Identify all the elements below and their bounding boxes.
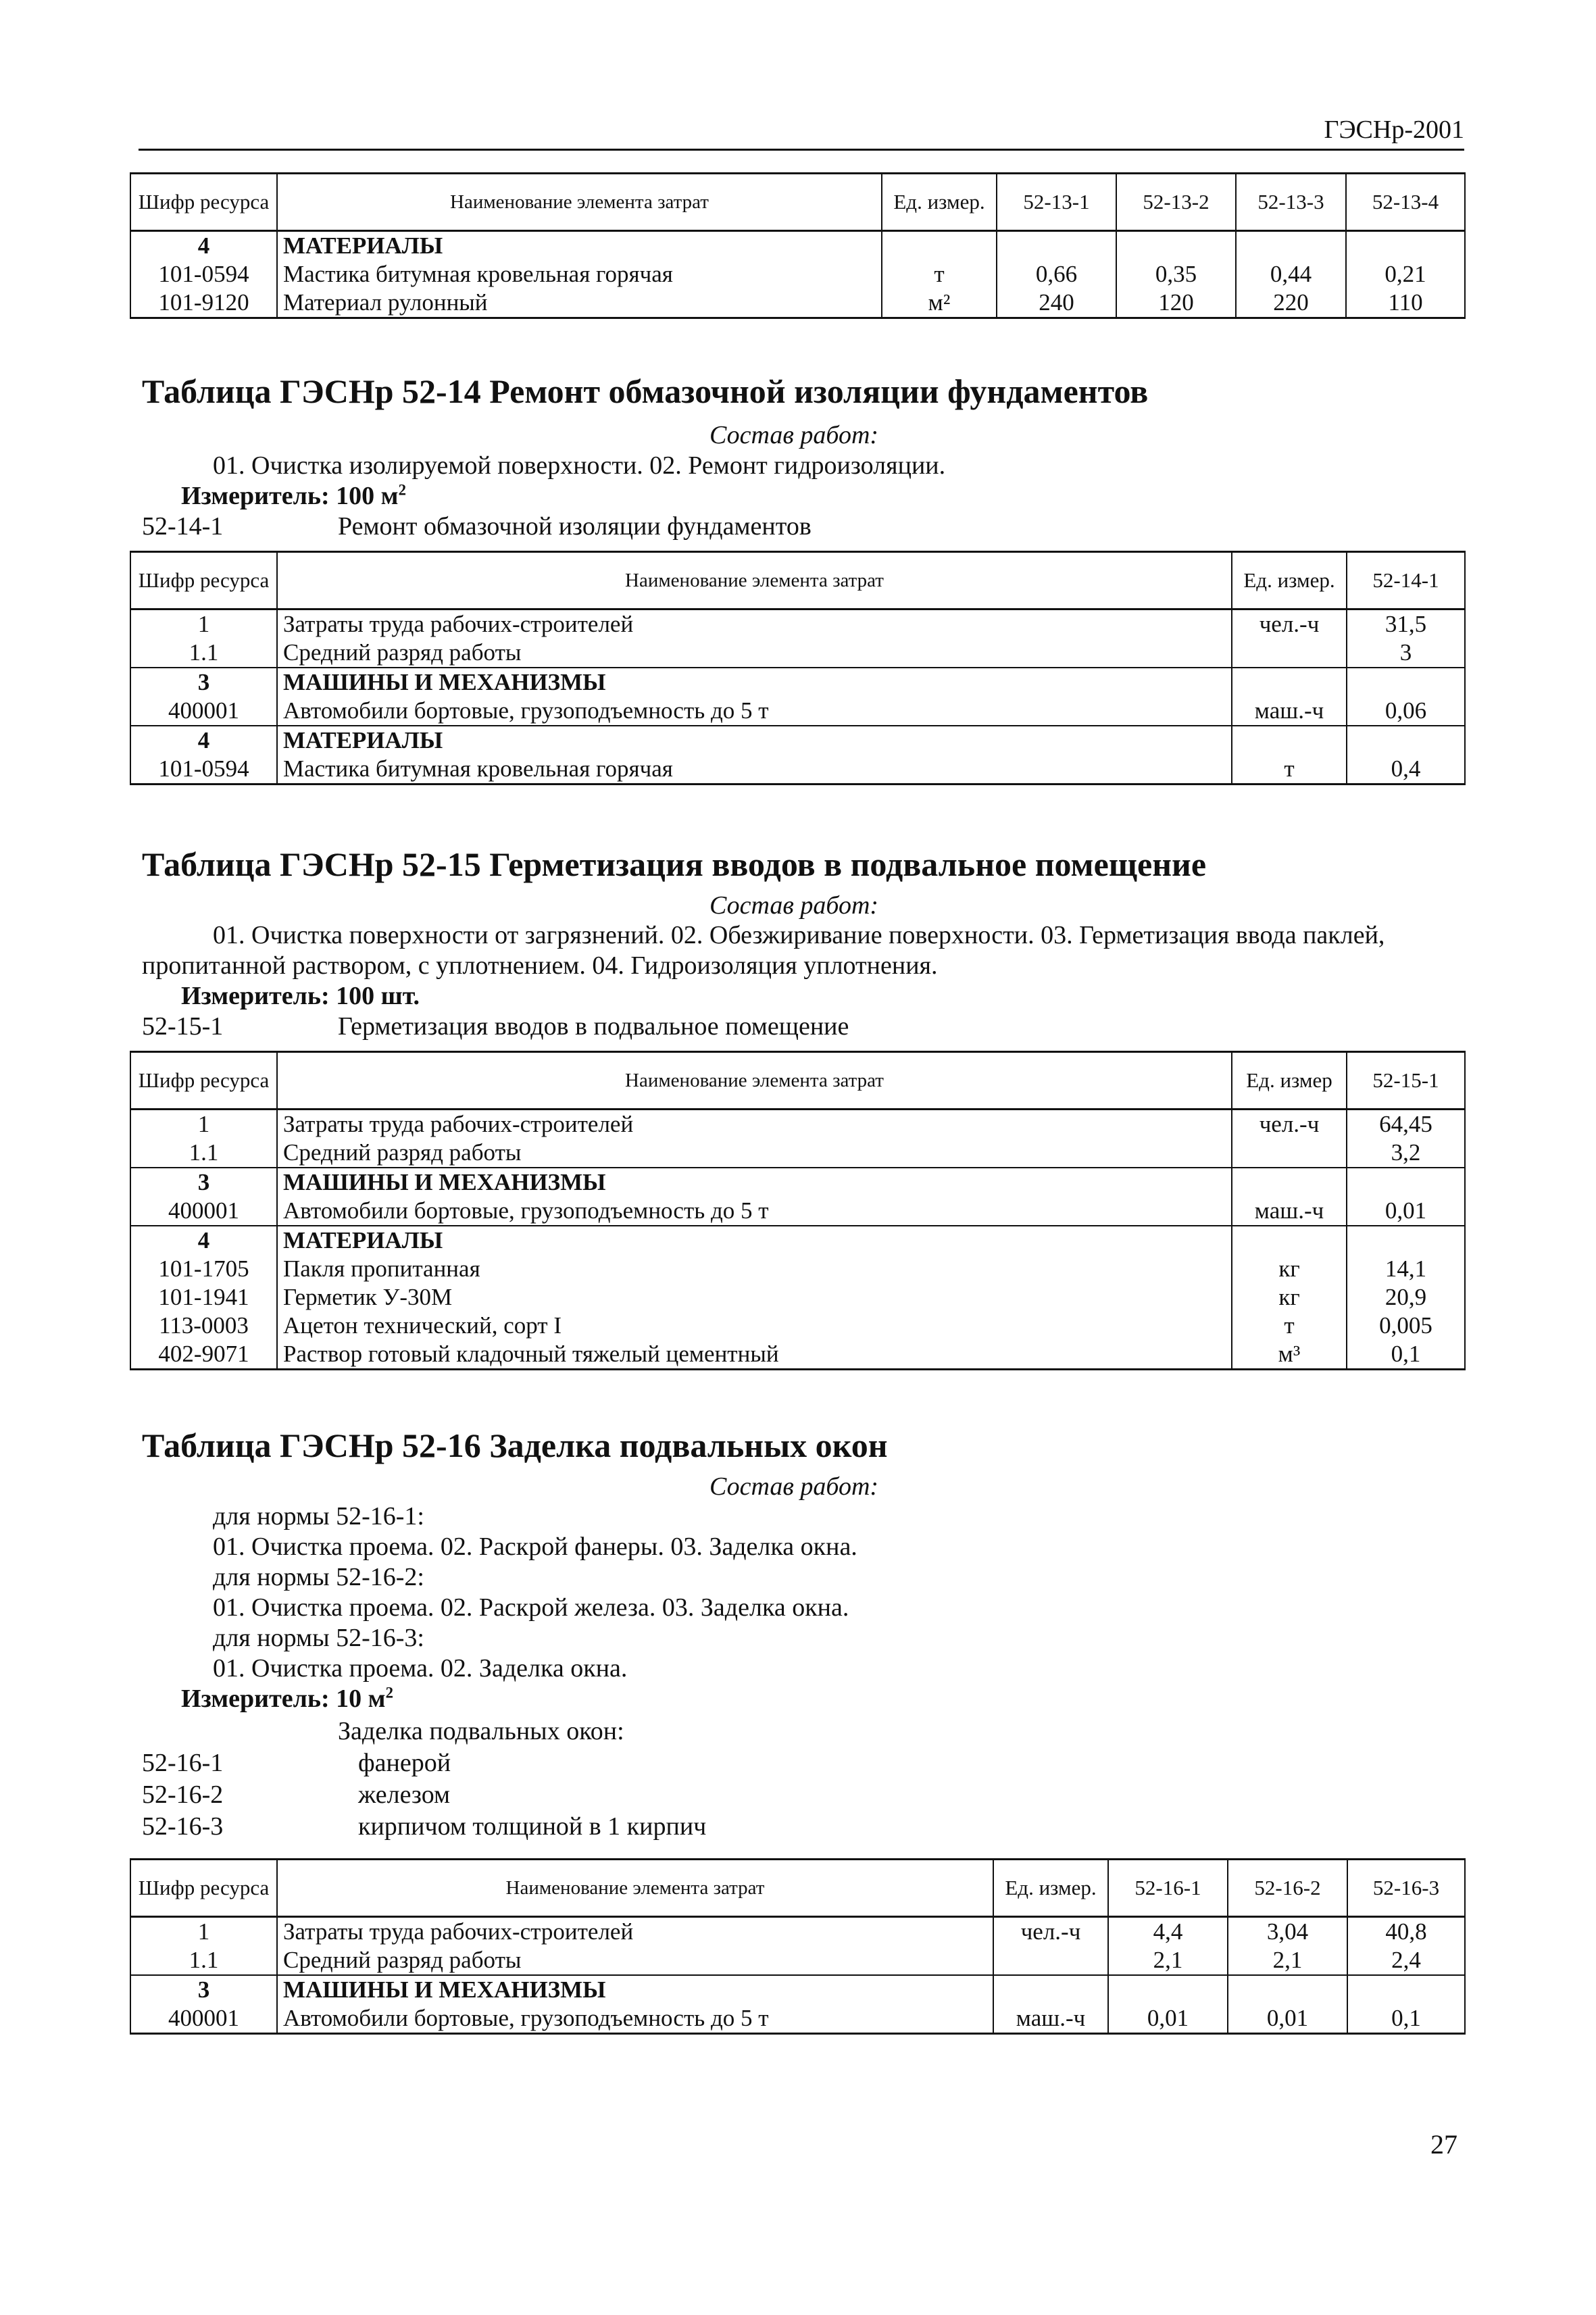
value-cell: 0,1 bbox=[1347, 1340, 1465, 1370]
resource-code: 3 bbox=[130, 668, 277, 697]
value-cell: 0,01 bbox=[1108, 2004, 1228, 2034]
col-name-header: Наименование элемента затрат bbox=[277, 1052, 1232, 1110]
value-cell: 0,1 bbox=[1347, 2004, 1465, 2034]
table-row bbox=[130, 260, 1465, 289]
table-header-row bbox=[130, 174, 1465, 231]
section-title: Таблица ГЭСНр 52-14 Ремонт обмазочной изоляции фундаментов bbox=[142, 372, 1149, 410]
norm-name: Ремонт обмазочной изоляции фундаментов bbox=[338, 512, 812, 541]
table-row bbox=[130, 289, 1465, 318]
resource-name: Затраты труда рабочих-строителей bbox=[277, 1110, 1232, 1139]
table-row bbox=[130, 1110, 1465, 1139]
table-52-15 bbox=[130, 1051, 1466, 1370]
table-row bbox=[130, 1139, 1465, 1168]
table-header-row bbox=[130, 1860, 1465, 1917]
resource-code: 4 bbox=[130, 231, 277, 261]
unit-cell: чел.-ч bbox=[1232, 1110, 1347, 1139]
resource-code: 101-1705 bbox=[130, 1255, 277, 1283]
value-cell bbox=[1347, 1168, 1465, 1197]
value-cell: 4,4 bbox=[1108, 1917, 1228, 1947]
norm-code: 52-16-2 bbox=[142, 1781, 224, 1809]
unit-cell bbox=[882, 231, 997, 261]
resource-name: Герметик У-30М bbox=[277, 1283, 1232, 1312]
resource-code: 3 bbox=[130, 1975, 277, 2004]
col-unit-header: Ед. измер. bbox=[993, 1860, 1108, 1917]
table-row bbox=[130, 726, 1465, 755]
value-cell bbox=[1228, 1975, 1347, 2004]
unit-cell bbox=[1232, 668, 1347, 697]
value-cell: 2,1 bbox=[1108, 1946, 1228, 1975]
col-norm-header: 52-16-2 bbox=[1228, 1860, 1347, 1917]
value-cell: 240 bbox=[997, 289, 1116, 318]
table-row bbox=[130, 755, 1465, 785]
table-row bbox=[130, 609, 1465, 639]
value-cell: 220 bbox=[1236, 289, 1346, 318]
norm-name: железом bbox=[358, 1781, 451, 1809]
unit-cell: т bbox=[1232, 1312, 1347, 1340]
col-norm-header: 52-13-4 bbox=[1346, 174, 1465, 231]
table-row bbox=[130, 697, 1465, 726]
value-cell bbox=[1108, 1975, 1228, 2004]
norm-code: 52-16-1 bbox=[142, 1749, 224, 1777]
table-row bbox=[130, 639, 1465, 668]
table-row bbox=[130, 1975, 1465, 2004]
resource-name: Мастика битумная кровельная горячая bbox=[277, 755, 1232, 785]
value-cell: 14,1 bbox=[1347, 1255, 1465, 1283]
table-row bbox=[130, 1226, 1465, 1255]
unit-cell: т bbox=[882, 260, 997, 289]
works-text: для нормы 52-16-1: bbox=[213, 1502, 424, 1530]
col-name-header: Наименование элемента затрат bbox=[277, 1860, 993, 1917]
value-cell: 40,8 bbox=[1347, 1917, 1465, 1947]
unit-cell: кг bbox=[1232, 1255, 1347, 1283]
meter-label: Измеритель: 100 $м^2$ bbox=[181, 481, 406, 510]
resource-name: Пакля пропитанная bbox=[277, 1255, 1232, 1283]
resource-name: МАШИНЫ И МЕХАНИЗМЫ bbox=[277, 1168, 1232, 1197]
table-row bbox=[130, 1917, 1465, 1947]
value-cell: 0,66 bbox=[997, 260, 1116, 289]
resource-name: Автомобили бортовые, грузоподъемность до 5 т bbox=[277, 1197, 1232, 1226]
resource-name: Затраты труда рабочих-строителей bbox=[277, 609, 1232, 639]
unit-cell: чел.-ч bbox=[1232, 609, 1347, 639]
unit-cell: м² bbox=[882, 289, 997, 318]
value-cell: 2,4 bbox=[1347, 1946, 1465, 1975]
unit-cell: чел.-ч bbox=[993, 1917, 1108, 1947]
col-unit-header: Ед. измер. bbox=[882, 174, 997, 231]
table-header-row bbox=[130, 1052, 1465, 1110]
works-text: 01. Очистка проема. 02. Раскрой фанеры. 03. Заделка окна. bbox=[213, 1533, 857, 1561]
resource-name: МАТЕРИАЛЫ bbox=[277, 1226, 1232, 1255]
unit-cell bbox=[1232, 726, 1347, 755]
table-row bbox=[130, 1312, 1465, 1340]
value-cell bbox=[1347, 726, 1465, 755]
col-code-header: Шифр ресурса bbox=[130, 174, 277, 231]
table-row bbox=[130, 231, 1465, 261]
resource-name: Автомобили бортовые, грузоподъемность до 5 т bbox=[277, 697, 1232, 726]
value-cell bbox=[1347, 1226, 1465, 1255]
table-row bbox=[130, 1283, 1465, 1312]
value-cell: 3,2 bbox=[1347, 1139, 1465, 1168]
col-name-header: Наименование элемента затрат bbox=[277, 552, 1232, 609]
unit-cell: кг bbox=[1232, 1283, 1347, 1312]
resource-name: Автомобили бортовые, грузоподъемность до 5 т bbox=[277, 2004, 993, 2034]
resource-code: 3 bbox=[130, 1168, 277, 1197]
value-cell: 0,35 bbox=[1116, 260, 1236, 289]
value-cell: 3 bbox=[1347, 639, 1465, 668]
works-heading: Состав работ: bbox=[709, 421, 879, 449]
value-cell: 0,44 bbox=[1236, 260, 1346, 289]
section-title: Таблица ГЭСНр 52-16 Заделка подвальных окон bbox=[142, 1426, 888, 1464]
value-cell: 64,45 bbox=[1347, 1110, 1465, 1139]
value-cell: 0,06 bbox=[1347, 697, 1465, 726]
resource-code: 400001 bbox=[130, 1197, 277, 1226]
resource-name: МАШИНЫ И МЕХАНИЗМЫ bbox=[277, 668, 1232, 697]
works-text-line1: 01. Очистка поверхности от загрязнений. 02. Обезжиривание поверхности. 03. Герметизация ввода паклей, bbox=[213, 921, 1385, 949]
resource-name: МАТЕРИАЛЫ bbox=[277, 231, 882, 261]
value-cell: 0,005 bbox=[1347, 1312, 1465, 1340]
value-cell: 0,21 bbox=[1346, 260, 1465, 289]
works-text-line2: пропитанной раствором, с уплотнением. 04. Гидроизоляция уплотнения. bbox=[142, 951, 938, 980]
resource-name: Средний разряд работы bbox=[277, 639, 1232, 668]
resource-code: 400001 bbox=[130, 2004, 277, 2034]
value-cell bbox=[1116, 231, 1236, 261]
col-norm-header: 52-13-2 bbox=[1116, 174, 1236, 231]
unit-cell: т bbox=[1232, 755, 1347, 785]
resource-code: 1 bbox=[130, 1917, 277, 1947]
col-norm-header: 52-13-1 bbox=[997, 174, 1116, 231]
unit-cell: маш.-ч bbox=[1232, 697, 1347, 726]
value-cell: 0,4 bbox=[1347, 755, 1465, 785]
resource-code: 113-0003 bbox=[130, 1312, 277, 1340]
col-code-header: Шифр ресурса bbox=[130, 1052, 277, 1110]
resource-code: 101-0594 bbox=[130, 755, 277, 785]
unit-cell bbox=[1232, 1226, 1347, 1255]
works-text: 01. Очистка проема. 02. Заделка окна. bbox=[213, 1654, 628, 1683]
table-52-14 bbox=[130, 551, 1466, 785]
value-cell bbox=[1347, 1975, 1465, 2004]
value-cell: 110 bbox=[1346, 289, 1465, 318]
resource-name: Мастика битумная кровельная горячая bbox=[277, 260, 882, 289]
norm-code: 52-14-1 bbox=[142, 512, 224, 541]
unit-cell: маш.-ч bbox=[993, 2004, 1108, 2034]
section-title: Таблица ГЭСНр 52-15 Герметизация вводов в подвальное помещение bbox=[142, 845, 1207, 883]
col-name-header: Наименование элемента затрат bbox=[277, 174, 882, 231]
resource-code: 101-1941 bbox=[130, 1283, 277, 1312]
col-norm-header: 52-16-1 bbox=[1108, 1860, 1228, 1917]
unit-cell bbox=[1232, 639, 1347, 668]
norm-name: кирпичом толщиной в 1 кирпич bbox=[358, 1812, 707, 1841]
meter-label: Измеритель: 10 $м^2$ bbox=[181, 1684, 393, 1713]
col-code-header: Шифр ресурса bbox=[130, 1860, 277, 1917]
resource-code: 400001 bbox=[130, 697, 277, 726]
value-cell: 120 bbox=[1116, 289, 1236, 318]
col-norm-header: 52-15-1 bbox=[1347, 1052, 1465, 1110]
works-text: 01. Очистка проема. 02. Раскрой железа. 03. Заделка окна. bbox=[213, 1593, 849, 1622]
resource-code: 4 bbox=[130, 726, 277, 755]
page-header bbox=[139, 114, 1464, 151]
resource-code: 1 bbox=[130, 609, 277, 639]
resource-code: 1.1 bbox=[130, 1946, 277, 1975]
col-norm-header: 52-16-3 bbox=[1347, 1860, 1465, 1917]
table-row bbox=[130, 1255, 1465, 1283]
unit-cell bbox=[1232, 1168, 1347, 1197]
resource-code: 101-0594 bbox=[130, 260, 277, 289]
resource-code: 402-9071 bbox=[130, 1340, 277, 1370]
norm-code: 52-16-3 bbox=[142, 1812, 224, 1841]
unit-cell bbox=[993, 1975, 1108, 2004]
value-cell: 3,04 bbox=[1228, 1917, 1347, 1947]
value-cell bbox=[1236, 231, 1346, 261]
unit-cell: маш.-ч bbox=[1232, 1197, 1347, 1226]
value-cell bbox=[997, 231, 1116, 261]
resource-code: 1.1 bbox=[130, 639, 277, 668]
resource-code: 1 bbox=[130, 1110, 277, 1139]
resource-name: МАТЕРИАЛЫ bbox=[277, 726, 1232, 755]
table-52-16 bbox=[130, 1858, 1466, 2035]
value-cell: 20,9 bbox=[1347, 1283, 1465, 1312]
col-norm-header: 52-14-1 bbox=[1347, 552, 1465, 609]
table-row bbox=[130, 1168, 1465, 1197]
col-unit-header: Ед. измер. bbox=[1232, 552, 1347, 609]
resource-name: Затраты труда рабочих-строителей bbox=[277, 1917, 993, 1947]
value-cell: 31,5 bbox=[1347, 609, 1465, 639]
unit-cell: м³ bbox=[1232, 1340, 1347, 1370]
table-row bbox=[130, 1340, 1465, 1370]
table-row bbox=[130, 668, 1465, 697]
table-row bbox=[130, 2004, 1465, 2034]
col-code-header: Шифр ресурса bbox=[130, 552, 277, 609]
table-header-row bbox=[130, 552, 1465, 609]
resource-name: Ацетон технический, сорт I bbox=[277, 1312, 1232, 1340]
norm-name: Герметизация вводов в подвальное помещение bbox=[338, 1012, 849, 1041]
works-heading: Состав работ: bbox=[709, 891, 879, 920]
works-text: для нормы 52-16-2: bbox=[213, 1563, 424, 1591]
works-heading: Состав работ: bbox=[709, 1472, 879, 1501]
table-row bbox=[130, 1946, 1465, 1975]
resource-name: Средний разряд работы bbox=[277, 1139, 1232, 1168]
resource-name: Материал рулонный bbox=[277, 289, 882, 318]
resource-code: 1.1 bbox=[130, 1139, 277, 1168]
resource-name: МАШИНЫ И МЕХАНИЗМЫ bbox=[277, 1975, 993, 2004]
value-cell: 2,1 bbox=[1228, 1946, 1347, 1975]
table-row bbox=[130, 1197, 1465, 1226]
table-52-13 bbox=[130, 172, 1466, 319]
value-cell: 0,01 bbox=[1347, 1197, 1465, 1226]
norm-group-label: Заделка подвальных окон: bbox=[338, 1717, 624, 1745]
value-cell bbox=[1346, 231, 1465, 261]
meter-label: Измеритель: 100 шт. bbox=[181, 982, 420, 1010]
unit-cell bbox=[1232, 1139, 1347, 1168]
page-number: 27 bbox=[1430, 2129, 1457, 2160]
resource-name: Средний разряд работы bbox=[277, 1946, 993, 1975]
resource-code: 101-9120 bbox=[130, 289, 277, 318]
value-cell bbox=[1347, 668, 1465, 697]
unit-cell bbox=[993, 1946, 1108, 1975]
resource-code: 4 bbox=[130, 1226, 277, 1255]
col-norm-header: 52-13-3 bbox=[1236, 174, 1346, 231]
norm-name: фанерой bbox=[358, 1749, 451, 1777]
works-text: 01. Очистка изолируемой поверхности. 02. Ремонт гидроизоляции. bbox=[213, 451, 946, 480]
works-text: для нормы 52-16-3: bbox=[213, 1624, 424, 1652]
doc-code: ГЭСНр-2001 bbox=[1324, 116, 1464, 144]
value-cell: 0,01 bbox=[1228, 2004, 1347, 2034]
col-unit-header: Ед. измер bbox=[1232, 1052, 1347, 1110]
norm-code: 52-15-1 bbox=[142, 1012, 224, 1041]
resource-name: Раствор готовый кладочный тяжелый цементный bbox=[277, 1340, 1232, 1370]
